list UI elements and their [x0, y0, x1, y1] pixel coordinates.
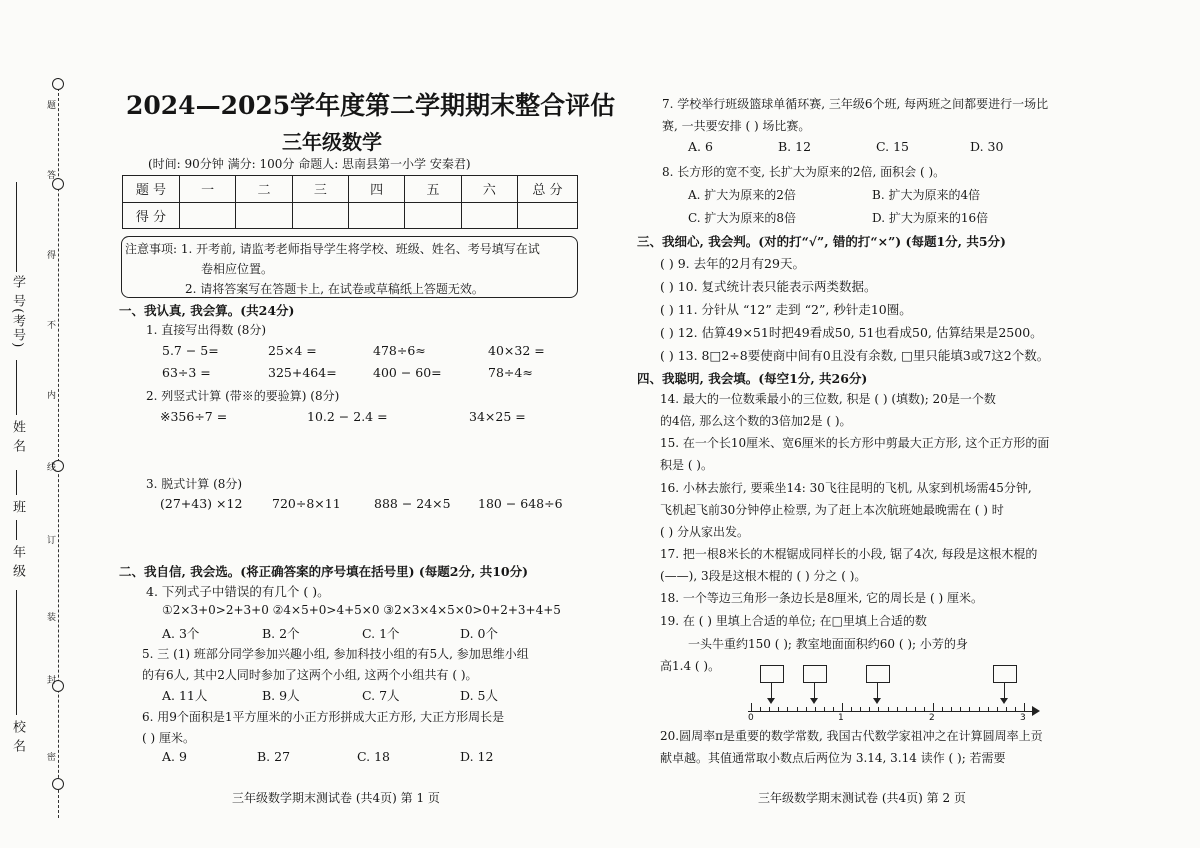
choice: A. 11人: [162, 688, 208, 703]
arrow-head: [767, 698, 775, 704]
tick-mark: [951, 707, 952, 712]
question-text: ( ) 分从家出发。: [660, 525, 749, 539]
score-table-header-row: [123, 176, 578, 203]
grade-label: 年 级: [10, 545, 25, 579]
choice: C. 18: [357, 749, 390, 764]
question-text: 赛, 一共要安排 ( ) 场比赛。: [662, 119, 811, 133]
notice-line: 2. 请将答案写在答题卡上, 在试卷或草稿纸上答题无效。: [185, 282, 484, 296]
tick-mark: [1015, 707, 1016, 712]
calc-item: 34×25 =: [469, 409, 526, 424]
question-text: 积是 ( )。: [660, 458, 713, 472]
student-id-label: 学 号(考号): [10, 275, 25, 349]
tick-mark: [969, 707, 970, 712]
choice: B. 扩大为原来的4倍: [872, 188, 981, 202]
calc-item: (27+43) ×12: [160, 496, 243, 511]
page-footer: 三年级数学期末测试卷 (共4页) 第 1 页: [232, 791, 440, 805]
choice: A. 3个: [162, 626, 200, 641]
question-text: 高1.4 ( )。: [660, 659, 721, 673]
question-text: 16. 小林去旅行, 要乘坐14: 30飞往昆明的飞机, 从家到机场需45分钟,: [660, 481, 1032, 495]
arrow: [877, 683, 878, 699]
arrow-head: [810, 698, 818, 704]
margin-char: 答: [45, 170, 55, 179]
margin-char: 密: [45, 752, 55, 761]
tick-mark: [1006, 707, 1007, 712]
score-table: [122, 175, 578, 229]
tick-mark: [769, 707, 770, 712]
name-label: 姓 名: [10, 420, 25, 454]
table-cell: 一: [180, 176, 236, 203]
calc-item: 478÷6≈: [373, 343, 426, 358]
calc-item: 720÷8×11: [272, 496, 341, 511]
tick-mark: [878, 707, 879, 712]
choice: B. 2个: [262, 626, 300, 641]
choice: B. 12: [778, 139, 812, 154]
question-text: 20.圆周率π是重要的数学常数, 我国古代数学家祖冲之在计算圆周率上贡: [660, 729, 1043, 743]
question-text: 飞机起飞前30分钟停止检票, 为了赶上本次航班她最晚需在 ( ) 时: [660, 503, 1004, 517]
number-line-arrow: [1032, 706, 1040, 716]
field-line: [16, 520, 17, 540]
question-text: ( ) 厘米。: [142, 731, 195, 745]
tick-mark: [997, 707, 998, 712]
question-text: (——), 3段是这根木棍的 ( ) 分之 ( )。: [660, 569, 867, 583]
calc-item: 25×4 =: [268, 343, 317, 358]
calc-item: 180 − 648÷6: [478, 496, 563, 511]
question-text: 4. 下列式子中错误的有几个 ( )。: [146, 584, 330, 599]
tick-mark: [933, 703, 934, 712]
question-title: 3. 脱式计算 (8分): [146, 477, 243, 491]
tick-mark: [888, 707, 889, 712]
tick-mark: [869, 707, 870, 712]
choice: C. 扩大为原来的8倍: [688, 211, 797, 225]
tick-mark: [942, 707, 943, 712]
tick-mark: [806, 707, 807, 712]
binding-hole: [52, 78, 64, 90]
margin-char: 题: [45, 100, 55, 109]
question-text: 8. 长方形的宽不变, 长扩大为原来的2倍, 面积会 ( )。: [662, 165, 946, 179]
choice: B. 27: [257, 749, 291, 764]
question-options: ①2×3+0>2+3+0 ②4×5+0>4+5×0 ③2×3×4×5×0>0+2+3+4+5: [162, 603, 561, 617]
notice-line: 注意事项: 1. 开考前, 请监考老师指导学生将学校、班级、姓名、考号填写在试: [125, 242, 540, 256]
calc-item: ※356÷7 =: [160, 409, 228, 424]
tick-label: 0: [748, 713, 754, 723]
margin-char: 装: [45, 612, 55, 621]
score-cell[interactable]: [292, 202, 348, 229]
page-footer: 三年级数学期末测试卷 (共4页) 第 2 页: [758, 791, 966, 805]
exam-subtitle: 三年级数学: [282, 130, 382, 154]
margin-char: 订: [45, 535, 55, 544]
tick-mark: [842, 703, 843, 712]
exam-title: 2024—2025学年度第二学期期末整合评估: [126, 91, 616, 120]
judge-item: ( ) 12. 估算49×51时把49看成50, 51也看成50, 估算结果是2500。: [660, 325, 1043, 340]
score-cell[interactable]: [236, 202, 292, 229]
answer-box[interactable]: [803, 665, 827, 683]
tick-mark: [760, 707, 761, 712]
table-cell: 六: [461, 176, 517, 203]
tick-label: 2: [929, 713, 935, 723]
choice: C. 15: [876, 139, 909, 154]
arrow-head: [873, 698, 881, 704]
judge-item: ( ) 9. 去年的2月有29天。: [660, 256, 805, 271]
choice: D. 扩大为原来的16倍: [872, 211, 989, 225]
margin-char: 内: [45, 390, 55, 399]
binding-hole: [52, 178, 64, 190]
tick-mark: [979, 707, 980, 712]
question-text: 的4倍, 那么这个数的3倍加2是 ( )。: [660, 414, 852, 428]
section-2-heading: 二、我自信, 我会选。(将正确答案的序号填在括号里) (每题2分, 共10分): [119, 564, 529, 579]
calc-item: 325+464=: [268, 365, 337, 380]
table-cell: 三: [292, 176, 348, 203]
choice: C. 1个: [362, 626, 400, 641]
school-label: 校 名: [10, 720, 25, 754]
margin-char: 得: [45, 250, 55, 259]
margin-char: 线: [45, 462, 55, 471]
choice: D. 12: [460, 749, 494, 764]
table-cell: 四: [348, 176, 404, 203]
score-cell[interactable]: [348, 202, 404, 229]
calc-item: 78÷4≈: [488, 365, 533, 380]
tick-label: 1: [838, 713, 844, 723]
score-table-score-row: [123, 202, 578, 229]
question-text: 17. 把一根8米长的木棍锯成同样长的小段, 锯了4次, 每段是这根木棍的: [660, 547, 1038, 561]
number-line: [748, 711, 1034, 712]
tick-mark: [915, 707, 916, 712]
calc-item: 888 − 24×5: [374, 496, 451, 511]
calc-item: 5.7 − 5=: [162, 343, 219, 358]
tick-mark: [815, 707, 816, 712]
judge-item: ( ) 10. 复式统计表只能表示两类数据。: [660, 279, 877, 294]
margin-char: 不: [45, 320, 55, 329]
class-label: 班: [10, 500, 25, 514]
choice: B. 9人: [262, 688, 300, 703]
question-text: 14. 最大的一位数乘最小的三位数, 积是 ( ) (填数); 20是一个数: [660, 392, 996, 406]
calc-item: 40×32 =: [488, 343, 545, 358]
choice: D. 0个: [460, 626, 498, 641]
arrow: [771, 683, 772, 699]
section-3-heading: 三、我细心, 我会判。(对的打“√”, 错的打“×”) (每题1分, 共5分): [637, 234, 1006, 249]
choice: A. 6: [688, 139, 713, 154]
tick-mark: [833, 707, 834, 712]
answer-box[interactable]: [866, 665, 890, 683]
answer-box[interactable]: [760, 665, 784, 683]
judge-item: ( ) 11. 分针从 “12” 走到 “2”, 秒针走10圈。: [660, 302, 912, 317]
table-cell: 得 分: [123, 202, 180, 229]
tick-mark: [988, 707, 989, 712]
question-text: 7. 学校举行班级篮球单循环赛, 三年级6个班, 每两班之间都要进行一场比: [662, 97, 1049, 111]
exam-info: (时间: 90分钟 满分: 100分 命题人: 思南县第一小学 安秦君): [148, 157, 471, 171]
calc-item: 400 − 60=: [373, 365, 442, 380]
question-text: 19. 在 ( ) 里填上合适的单位; 在□里填上合适的数: [660, 614, 927, 628]
field-line: [16, 470, 17, 495]
field-line: [16, 590, 17, 715]
table-cell: 二: [236, 176, 292, 203]
question-title: 1. 直接写出得数 (8分): [146, 323, 267, 337]
section-4-heading: 四、我聪明, 我会填。(每空1分, 共26分): [637, 371, 868, 386]
tick-label: 3: [1020, 713, 1026, 723]
question-text: 献卓越。其值通常取小数点后两位为 3.14, 3.14 读作 ( ); 若需要: [660, 751, 1006, 765]
question-text: 18. 一个等边三角形一条边长是8厘米, 它的周长是 ( ) 厘米。: [660, 591, 983, 605]
score-cell[interactable]: [405, 202, 461, 229]
tick-mark: [851, 707, 852, 712]
score-cell[interactable]: [180, 202, 236, 229]
field-line: [16, 182, 17, 272]
answer-box[interactable]: [993, 665, 1017, 683]
tick-mark: [751, 703, 752, 712]
tick-mark: [960, 707, 961, 712]
margin-char: 封: [45, 675, 55, 684]
arrow: [814, 683, 815, 699]
arrow: [1004, 683, 1005, 699]
choice: C. 7人: [362, 688, 400, 703]
tick-mark: [797, 707, 798, 712]
tick-mark: [860, 707, 861, 712]
tick-mark: [778, 707, 779, 712]
tick-mark: [924, 707, 925, 712]
calc-item: 10.2 − 2.4 =: [307, 409, 388, 424]
score-cell[interactable]: [518, 202, 578, 229]
table-cell: 总 分: [518, 176, 578, 203]
question-text: 6. 用9个面积是1平方厘米的小正方形拼成大正方形, 大正方形周长是: [142, 710, 505, 724]
section-1-heading: 一、我认真, 我会算。(共24分): [119, 303, 295, 318]
judge-item: ( ) 13. 8□2÷8要使商中间有0且没有余数, □里只能填3或7这2个数。: [660, 348, 1050, 363]
choice: A. 扩大为原来的2倍: [688, 188, 796, 202]
choice: A. 9: [162, 749, 187, 764]
choice: D. 5人: [460, 688, 498, 703]
tick-mark: [824, 707, 825, 712]
table-cell: 五: [405, 176, 461, 203]
tick-mark: [906, 707, 907, 712]
tick-mark: [897, 707, 898, 712]
question-text: 5. 三 (1) 班部分同学参加兴趣小组, 参加科技小组的有5人, 参加思维小组: [142, 647, 529, 661]
arrow-head: [1000, 698, 1008, 704]
calc-item: 63÷3 =: [162, 365, 211, 380]
notice-line: 卷相应位置。: [201, 262, 274, 276]
field-line: [16, 360, 17, 415]
tick-mark: [1024, 703, 1025, 712]
question-text: 的有6人, 其中2人同时参加了这两个小组, 这两个小组共有 ( )。: [142, 668, 478, 682]
table-cell: 题 号: [123, 176, 180, 203]
choice: D. 30: [970, 139, 1004, 154]
tick-mark: [787, 707, 788, 712]
question-text: 15. 在一个长10厘米、宽6厘米的长方形中剪最大正方形, 这个正方形的面: [660, 436, 1050, 450]
question-text: 一头牛重约150 ( ); 教室地面面积约60 ( ); 小芳的身: [688, 637, 968, 651]
binding-hole: [52, 778, 64, 790]
question-title: 2. 列竖式计算 (带※的要验算) (8分): [146, 389, 340, 403]
score-cell[interactable]: [461, 202, 517, 229]
